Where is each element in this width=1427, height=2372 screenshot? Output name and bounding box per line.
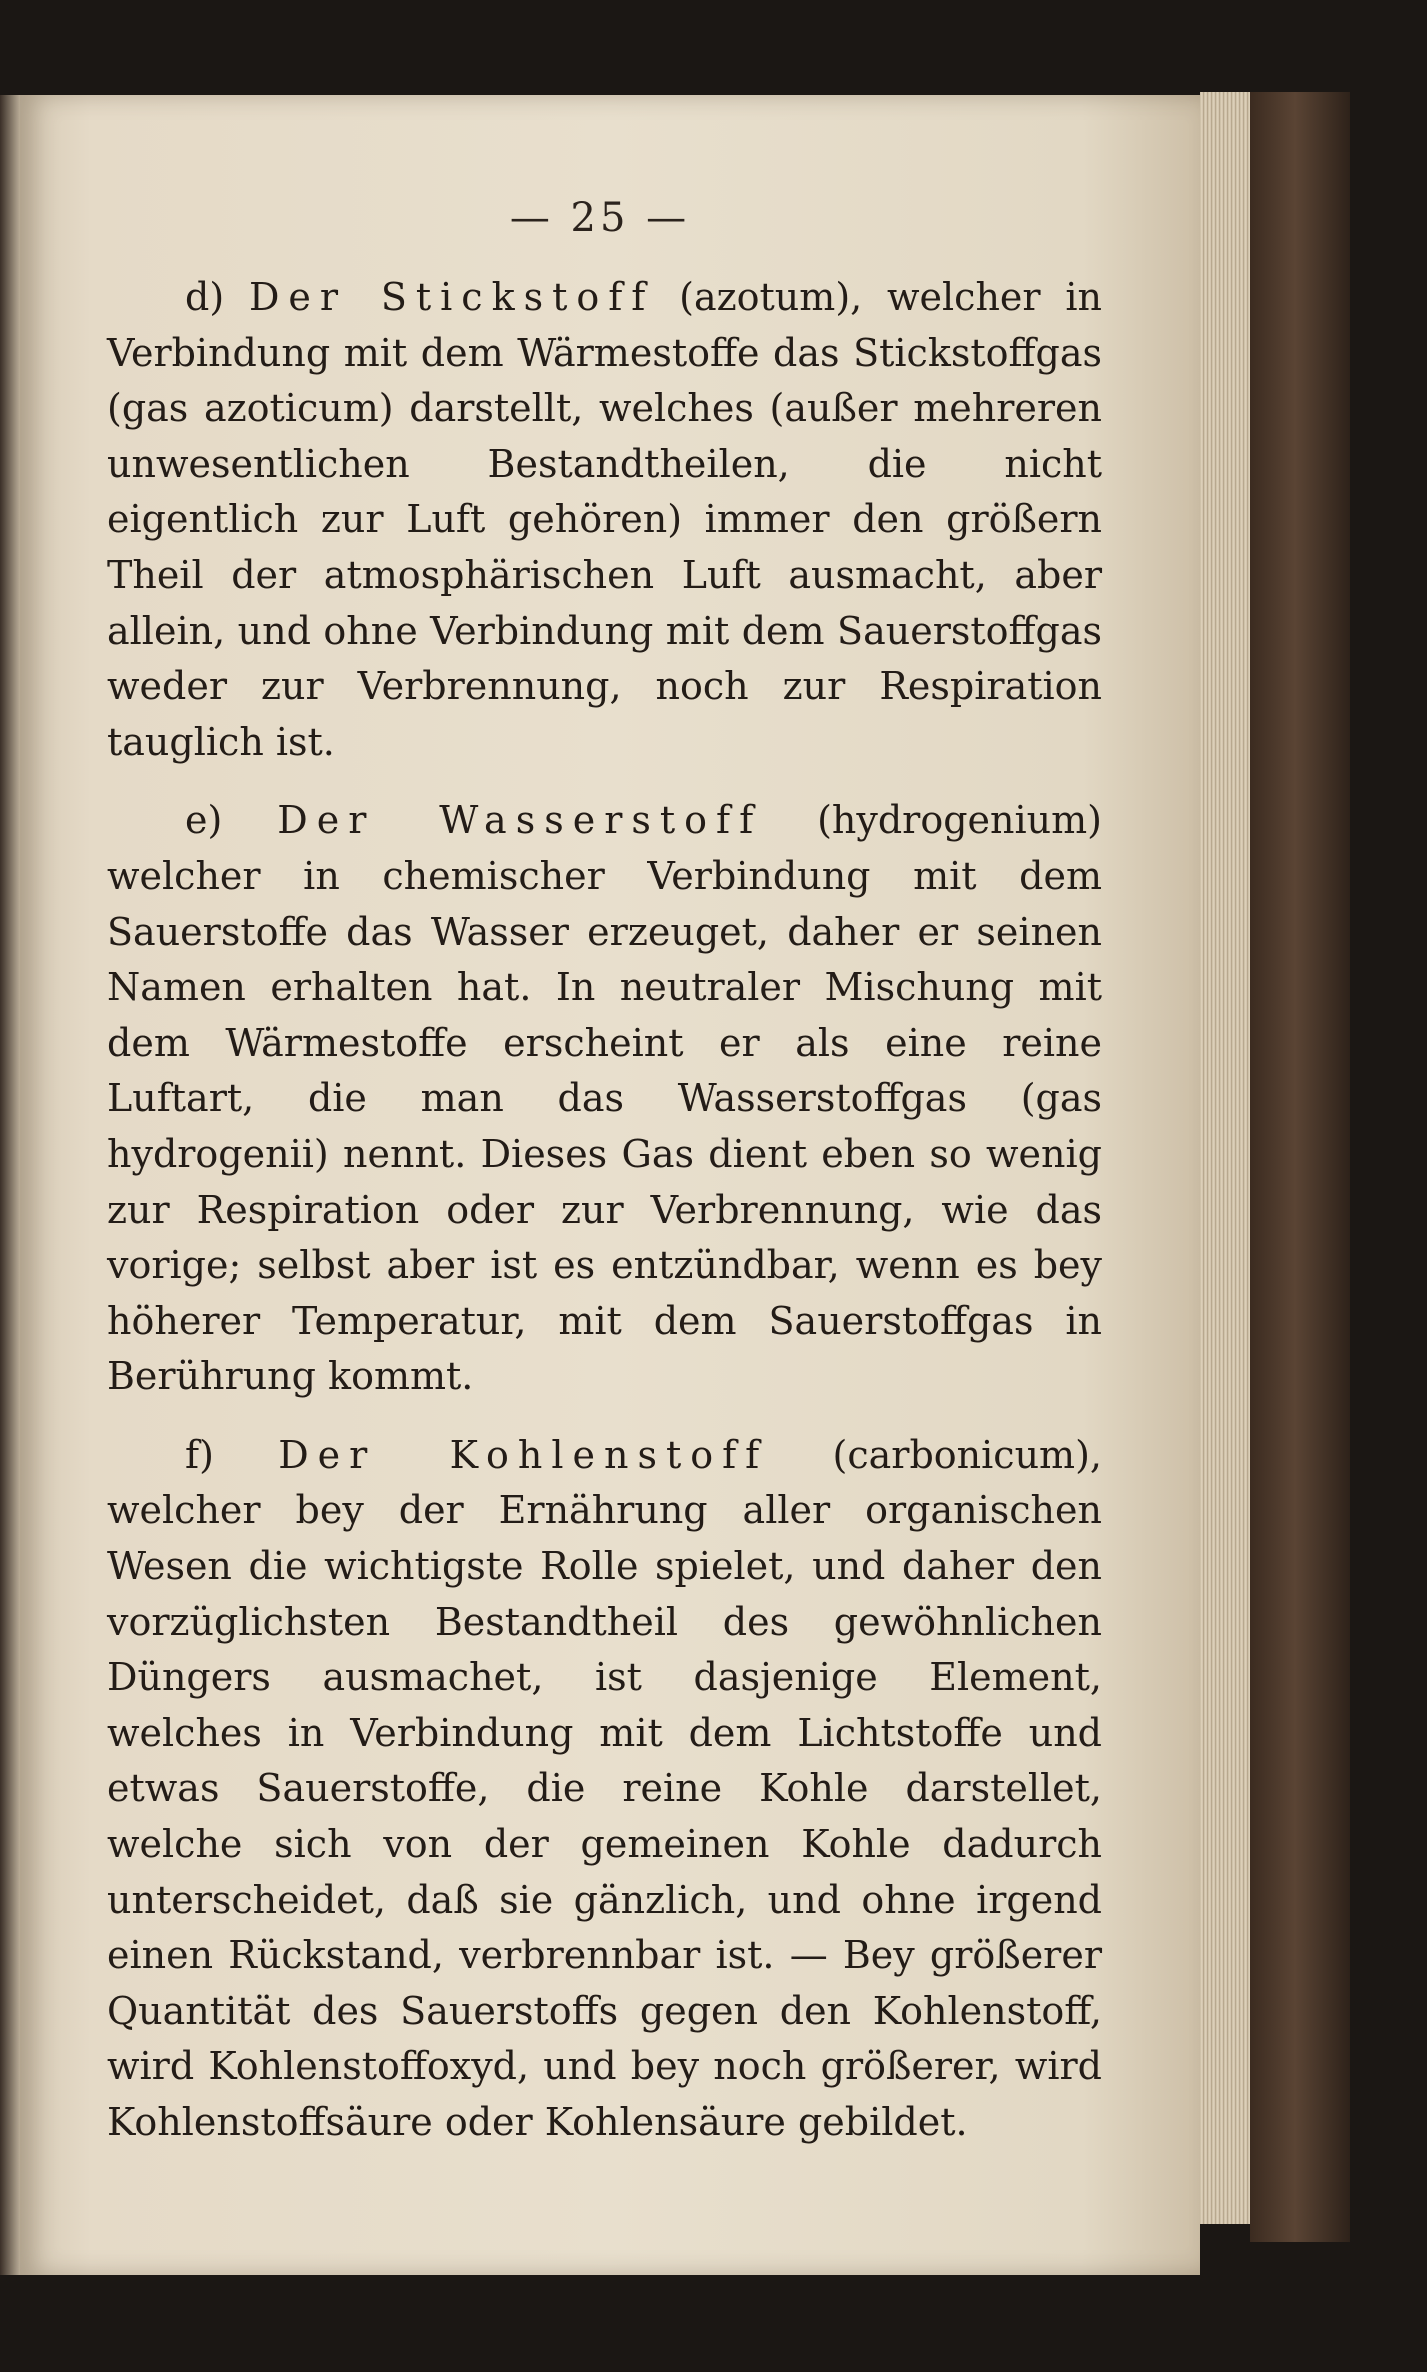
element-term: Der Stickstoff — [248, 275, 655, 319]
paragraph-kohlenstoff — [107, 1428, 1102, 2151]
paragraph-marker: f) — [185, 1432, 214, 1477]
paragraph-body: (hydrogenium) welcher in chemischer Verbindung mit dem Sauerstoffe das Wasser erzeuget, daher er seinen Namen erhalten hat. In neutraler Mischung mit dem Wärmestoffe erscheint er als eine reine Luftart, die man das Wasserstoffgas (gas hydrogenii) nennt. Dieses Gas dient eben so wenig zur Respiration oder zur Verbrennung, wie das vorige; selbst aber ist es entzündbar, wenn es bey höherer Temperatur, mit dem Sauerstoffgas in Berührung kommt. — [107, 798, 1102, 1399]
paragraph-stickstoff — [107, 270, 1102, 770]
facing-page-edge — [0, 95, 20, 2275]
paragraph-marker: d) — [185, 275, 225, 319]
page-number: — 25 — — [509, 195, 691, 241]
page-edges — [1200, 92, 1250, 2224]
paragraph-marker: e) — [185, 798, 223, 843]
page-text — [107, 270, 1102, 2151]
paragraph-body: (azotum), welcher in Verbindung mit dem Wärmestoffe das Stickstoffgas (gas azoticum) darstellt, welches (außer mehreren unwesentlichen Bestandtheilen, die nicht eigentlich zur Luft gehören) immer den größern Theil der atmosphärischen Luft ausmacht, aber allein, und ohne Verbindung mit dem Sauerstoffgas weder zur Verbrennung, noch zur Respiration tauglich ist. — [107, 275, 1102, 764]
element-term: Der Kohlenstoff — [278, 1432, 769, 1477]
paragraph-body: (carbonicum), welcher bey der Ernährung aller organischen Wesen die wichtigste Rolle spielet, und daher den vorzüglichsten Bestandtheil des gewöhnlichen Düngers ausmachet, ist dasjenige Element, welches in Verbindung mit dem Lichtstoffe und etwas Sauerstoffe, die reine Kohle darstellet, welche sich von der gemeinen Kohle dadurch unterscheidet, daß sie gänzlich, und ohne irgend einen Rückstand, verbrennbar ist. — Bey größerer Quantität des Sauerstoffs gegen den Kohlenstoff, wird Kohlenstoffoxyd, und bey noch größerer, wird Kohlenstoffsäure oder Kohlensäure gebildet. — [107, 1432, 1102, 2144]
paragraph-wasserstoff — [107, 793, 1102, 1405]
book-cover — [1250, 92, 1350, 2242]
element-term: Der Wasserstoff — [277, 798, 763, 843]
